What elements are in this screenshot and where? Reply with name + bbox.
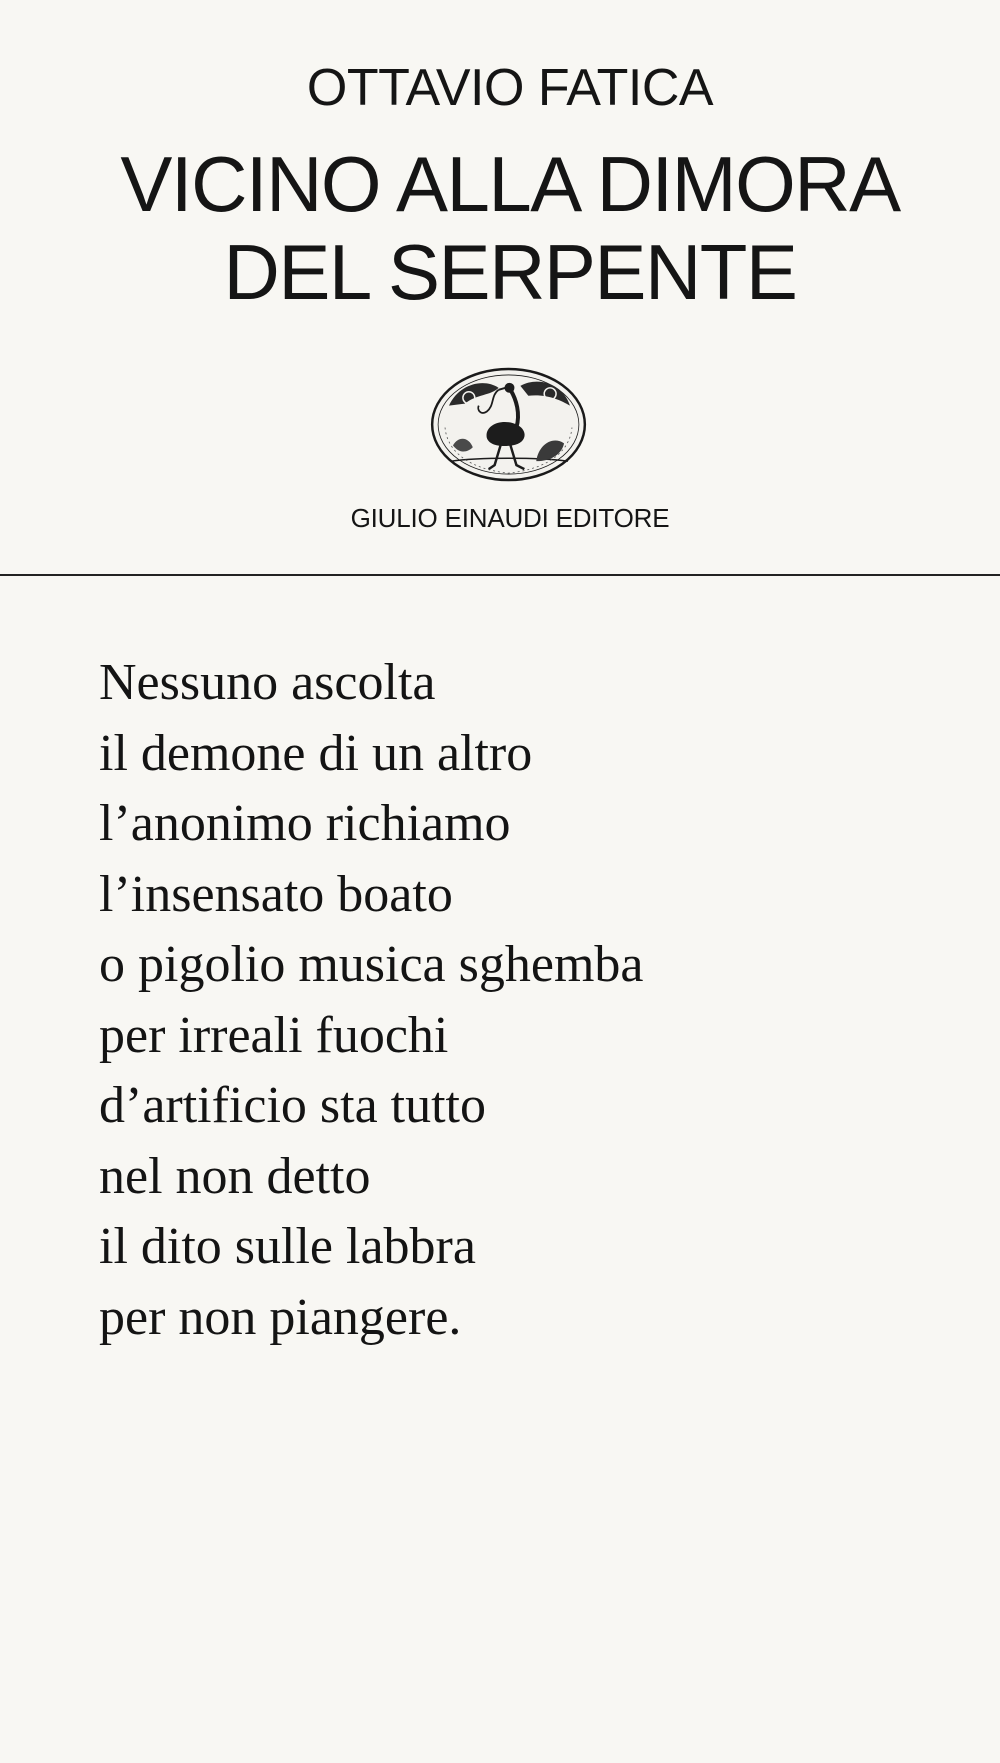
title-line: VICINO ALLA DIMORA <box>120 140 900 228</box>
title-line: DEL SERPENTE <box>223 228 797 316</box>
poem-line: l’insensato boato <box>99 865 453 923</box>
poem-line: l’anonimo richiamo <box>99 795 511 852</box>
poem-line: per non piangere. <box>99 1288 462 1346</box>
poem-line: il demone di un altro <box>99 724 533 782</box>
poem-line: o pigolio musica sghemba <box>99 936 644 993</box>
poem-text <box>99 648 643 1353</box>
book-title <box>0 140 1000 316</box>
poem-line: nel non detto <box>99 1147 371 1205</box>
author-name: OTTAVIO FATICA <box>306 59 714 117</box>
publisher-name: GIULIO EINAUDI EDITORE <box>350 503 670 533</box>
divider-line <box>0 574 1000 576</box>
poem-line: d’artificio sta tutto <box>99 1077 487 1134</box>
poem-line: Nessuno ascolta <box>99 654 436 711</box>
poem-line: il dito sulle labbra <box>99 1218 476 1275</box>
ostrich-emblem-icon <box>429 366 588 483</box>
poem-line: per irreali fuochi <box>99 1006 449 1064</box>
